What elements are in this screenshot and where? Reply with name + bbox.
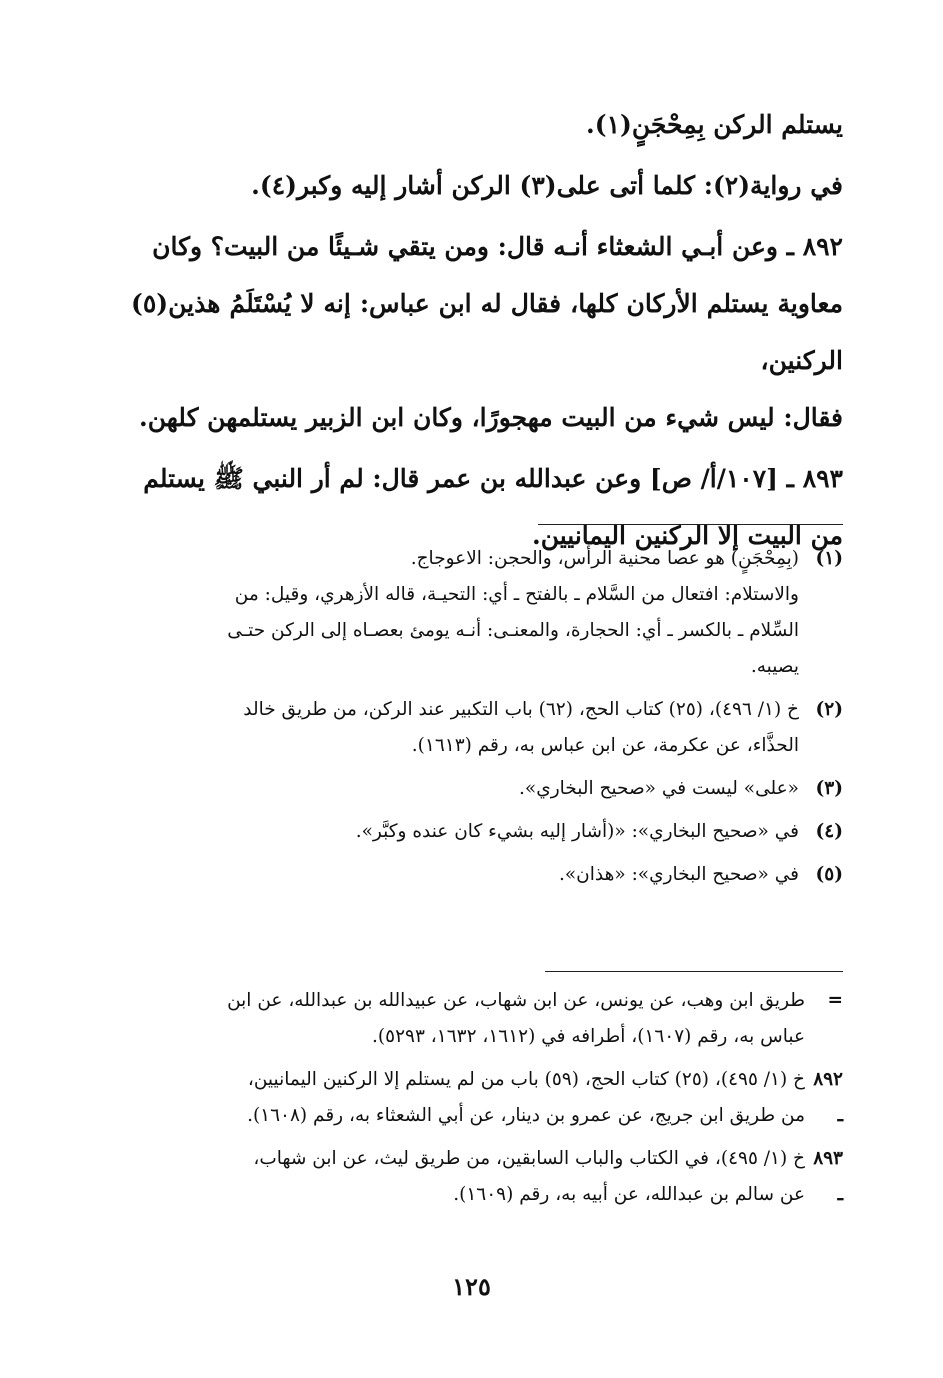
- main-text: [131, 96, 843, 564]
- footnote-1: [131, 541, 843, 685]
- footnote-number: (٥): [815, 864, 843, 885]
- continuation-mark: =: [827, 990, 843, 1011]
- takhrij-892: [131, 1062, 843, 1134]
- footnote-line: «على» ليست في «صحيح البخاري».: [519, 778, 799, 799]
- hadith-893-line: من البيت إلا الركنين اليمانيين.: [532, 521, 843, 550]
- page-number: ١٢٥: [452, 1272, 491, 1301]
- takhrij-line: طريق ابن وهب، عن يونس، عن ابن شهاب، عن عبيدالله بن عبدالله، عن ابن: [227, 990, 805, 1011]
- main-line: يستلم الركن بِمِحْجَنٍ(١).: [586, 110, 843, 139]
- footnote-line: السِّلام ـ بالكسر ـ أي: الحجارة، والمعنـى: أنـه يومئ بعصـاه إلى الركن حتـى: [227, 620, 799, 641]
- takhrij-continuation: [131, 983, 843, 1055]
- takhrij-line: عن سالم بن عبدالله، عن أبيه به، رقم (١٦٠٩).: [453, 1184, 805, 1205]
- hadith-892-line: معاوية يستلم الأركان كلها، فقال له ابن عباس: إنه لا يُسْتَلَمُ هذين(٥) الركنين،: [131, 289, 843, 375]
- footnote-number: (١): [815, 548, 843, 569]
- footnote-number: (٣): [815, 778, 843, 799]
- footnote-line: يصيبه.: [750, 656, 799, 677]
- footnote-line: (بِمِحْجَنٍ) هو عصا محنية الرأس، والحجن: الاعوجاج.: [410, 548, 799, 569]
- takhrij-notes: [131, 983, 843, 1213]
- footnote-line: والاستلام: افتعال من السَّلام ـ بالفتح ـ أي: التحيـة، قاله الأزهري، وقيل: من: [234, 584, 799, 605]
- footnote-4: [131, 814, 843, 850]
- footnote-5: [131, 857, 843, 893]
- hadith-892-line: فقال: ليس شيء من البيت مهجورًا، وكان ابن الزبير يستلمهن كلهن.: [139, 403, 843, 432]
- takhrij-line: خ (١/ ٤٩٥)، (٢٥) كتاب الحج، (٥٩) باب من لم يستلم إلا الركنين اليمانيين،: [247, 1069, 805, 1090]
- main-line: في رواية(٢): كلما أتى على(٣) الركن أشار إليه وكبر(٤).: [251, 171, 843, 200]
- footnote-divider: [538, 524, 843, 525]
- hadith-893-line: ٨٩٣ ـ [١٠٧/أ/ ص] وعن عبدالله بن عمر قال: لم أر النبي ﷺ يستلم: [143, 464, 843, 493]
- footnote-2: [131, 692, 843, 764]
- footnote-line: في «صحيح البخاري»: «(أشار إليه بشيء كان عنده وكبَّر».: [355, 821, 799, 842]
- footnote-number: (٢): [815, 699, 843, 720]
- takhrij-line: عباس به، رقم (١٦٠٧)، أطرافه في (١٦١٢، ١٦٣٢، ٥٢٩٣).: [372, 1026, 805, 1047]
- takhrij-line: من طريق ابن جريج، عن عمرو بن دينار، عن أبي الشعثاء به، رقم (١٦٠٨).: [247, 1105, 805, 1126]
- footnote-line: في «صحيح البخاري»: «هذان».: [558, 864, 799, 885]
- footnote-line: الحذَّاء، عن عكرمة، عن ابن عباس به، رقم (١٦١٣).: [411, 735, 799, 756]
- footnotes: [131, 541, 843, 893]
- takhrij-line: خ (١/ ٤٩٥)، في الكتاب والباب السابقين، من طريق ليث، عن ابن شهاب،: [253, 1148, 805, 1169]
- footnote-3: [131, 771, 843, 807]
- takhrij-divider: [545, 971, 843, 972]
- hadith-892-line: ٨٩٢ ـ وعن أبـي الشعثاء أنـه قال: ومن يتقي شـيئًا من البيت؟ وكان: [152, 232, 843, 261]
- takhrij-893: [131, 1141, 843, 1213]
- takhrij-number: ٨٩٣ ـ: [813, 1148, 843, 1205]
- footnote-line: خ (١/ ٤٩٦)، (٢٥) كتاب الحج، (٦٢) باب التكبير عند الركن، من طريق خالد: [243, 699, 799, 720]
- takhrij-number: ٨٩٢ ـ: [813, 1069, 843, 1126]
- footnote-number: (٤): [815, 821, 843, 842]
